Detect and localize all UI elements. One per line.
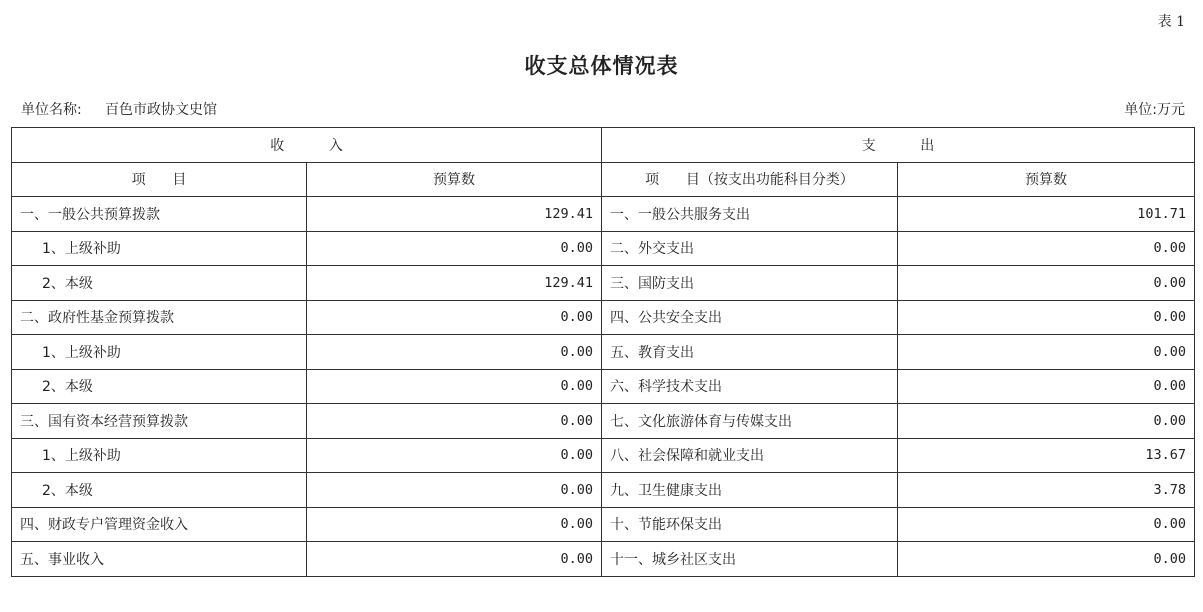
- expense-item-cell: 五、教育支出: [602, 335, 898, 370]
- income-amount-cell: 0.00: [307, 438, 602, 473]
- expense-amount-cell: 3.78: [898, 473, 1195, 508]
- income-amount-cell: 0.00: [307, 542, 602, 577]
- expense-item-cell: 十、节能环保支出: [602, 507, 898, 542]
- expense-item-cell: 四、公共安全支出: [602, 300, 898, 335]
- column-header-row: [12, 162, 1195, 197]
- income-item-cell: 1、上级补助: [12, 231, 307, 266]
- table-row: [12, 300, 1195, 335]
- income-item-cell: 二、政府性基金预算拨款: [12, 300, 307, 335]
- income-section-header: 收 入: [12, 128, 602, 163]
- table-row: [12, 507, 1195, 542]
- table-row: [12, 473, 1195, 508]
- table-row: [12, 231, 1195, 266]
- table-row: [12, 335, 1195, 370]
- expense-item-cell: 一、一般公共服务支出: [602, 197, 898, 232]
- page-title: 收支总体情况表: [524, 54, 679, 78]
- expense-item-column-header: 项 目（按支出功能科目分类）: [602, 162, 898, 197]
- expense-amount-cell: 0.00: [898, 231, 1195, 266]
- income-amount-cell: 129.41: [307, 266, 602, 301]
- income-item-cell: 2、本级: [12, 369, 307, 404]
- income-item-cell: 2、本级: [12, 473, 307, 508]
- income-item-cell: 一、一般公共预算拨款: [12, 197, 307, 232]
- table-row: [12, 266, 1195, 301]
- income-amount-cell: 0.00: [307, 335, 602, 370]
- table-number-label: 表 1: [1157, 14, 1185, 30]
- expense-item-cell: 九、卫生健康支出: [602, 473, 898, 508]
- income-item-cell: 四、财政专户管理资金收入: [12, 507, 307, 542]
- income-amount-cell: 0.00: [307, 507, 602, 542]
- income-item-cell: 三、国有资本经营预算拨款: [12, 404, 307, 439]
- income-item-cell: 1、上级补助: [12, 438, 307, 473]
- expense-amount-cell: 0.00: [898, 266, 1195, 301]
- expense-item-cell: 三、国防支出: [602, 266, 898, 301]
- expense-item-cell: 二、外交支出: [602, 231, 898, 266]
- income-amount-cell: 0.00: [307, 231, 602, 266]
- expense-item-cell: 十一、城乡社区支出: [602, 542, 898, 577]
- expense-amount-cell: 0.00: [898, 507, 1195, 542]
- table-row: [12, 369, 1195, 404]
- income-amount-column-header: 预算数: [307, 162, 602, 197]
- expense-section-header: 支 出: [602, 128, 1195, 163]
- expense-item-cell: 六、科学技术支出: [602, 369, 898, 404]
- income-amount-cell: 0.00: [307, 473, 602, 508]
- expense-item-cell: 七、文化旅游体育与传媒支出: [602, 404, 898, 439]
- income-amount-cell: 0.00: [307, 369, 602, 404]
- table-row: [12, 197, 1195, 232]
- income-amount-cell: 0.00: [307, 300, 602, 335]
- income-amount-cell: 129.41: [307, 197, 602, 232]
- expense-item-cell: 八、社会保障和就业支出: [602, 438, 898, 473]
- expense-amount-cell: 13.67: [898, 438, 1195, 473]
- table-row: [12, 404, 1195, 439]
- expense-amount-cell: 0.00: [898, 369, 1195, 404]
- currency-unit-label: 单位:万元: [1124, 102, 1185, 118]
- income-item-cell: 2、本级: [12, 266, 307, 301]
- income-amount-cell: 0.00: [307, 404, 602, 439]
- expense-amount-cell: 0.00: [898, 335, 1195, 370]
- income-item-cell: 五、事业收入: [12, 542, 307, 577]
- expense-amount-column-header: 预算数: [898, 162, 1195, 197]
- table-row: [12, 438, 1195, 473]
- section-header-row: [12, 128, 1195, 163]
- table-row: [12, 542, 1195, 577]
- budget-table: [11, 127, 1195, 577]
- org-name-label: 单位名称:: [21, 102, 82, 118]
- expense-amount-cell: 101.71: [898, 197, 1195, 232]
- income-item-column-header: 项 目: [12, 162, 307, 197]
- org-name-value: 百色市政协文史馆: [105, 102, 217, 118]
- unit-info-row: [21, 99, 1185, 119]
- expense-amount-cell: 0.00: [898, 300, 1195, 335]
- expense-amount-cell: 0.00: [898, 542, 1195, 577]
- income-item-cell: 1、上级补助: [12, 335, 307, 370]
- expense-amount-cell: 0.00: [898, 404, 1195, 439]
